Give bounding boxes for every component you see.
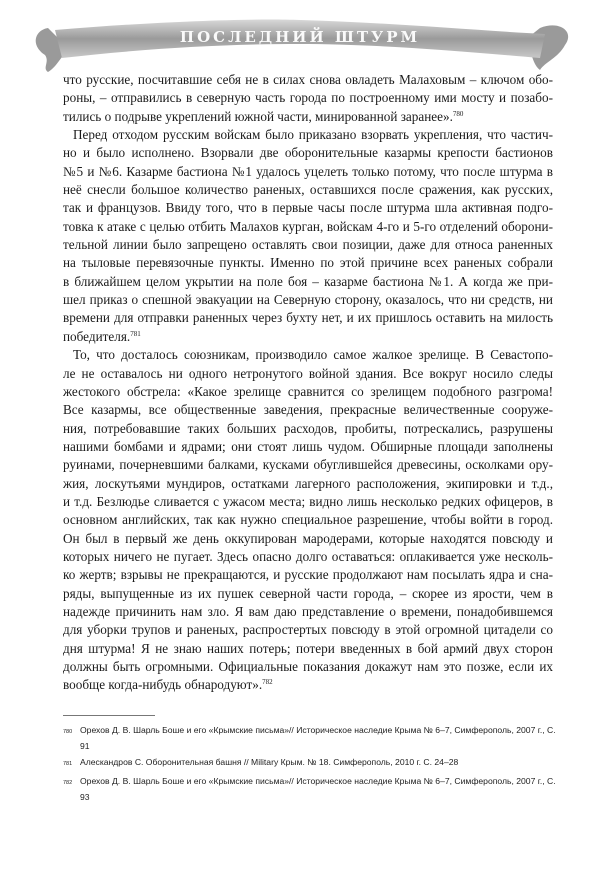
text-line-content: вообще когда-нибудь обнародуют». xyxy=(63,677,263,693)
text-line: дня штурма! Я не знаю наших потерь; потери введенных в бой армий двух сторон xyxy=(63,640,553,656)
footnote-divider xyxy=(63,715,155,716)
text-line: так и французов. Ввиду того, что в первые часы после штурма шла активная подго- xyxy=(63,200,553,216)
text-line xyxy=(63,676,553,694)
text-line: неё снесли большое количество раненых, оставшихся после сражения, как русских, xyxy=(63,182,553,198)
text-line: ния, потребовавшие таких больших расходов, пробиты, потрескались, разрушены xyxy=(63,420,553,436)
footnotes xyxy=(63,722,563,805)
footnote-text: Орехов Д. В. Шарль Боше и его «Крымские письма»// Историческое наследие Крыма № 6–7, Симферополь, 2007 г., С. 93 xyxy=(80,775,556,802)
text-line: для уборки трупов и раненых, распростертых повсюду в этой огромной цитадели со xyxy=(63,622,553,638)
text-line: шел приказ о спешной эвакуации на Северную сторону, оказалось, что ни средств, ни xyxy=(63,292,553,308)
chapter-title: ПОСЛЕДНИЙ ШТУРМ xyxy=(179,28,421,46)
text-line: в ближайшем целом укрытии на поле боя – казарме бастиона №1. А когда же при- xyxy=(63,273,553,289)
footnote xyxy=(63,773,563,806)
text-line xyxy=(63,328,553,346)
text-line: и т.д. Безлюдье сливается с ужасом места; видно лишь несколько редких офицеров, в xyxy=(63,493,553,509)
text-line: №5 и №6. Казарме бастиона №1 удалось уцелеть только потому, что после штурма в xyxy=(63,163,553,179)
text-line: руинами, почерневшими балками, кусками обуглившейся древесины, осколками ору- xyxy=(63,457,553,473)
chapter-header-ribbon xyxy=(0,0,600,80)
paragraph xyxy=(63,346,553,695)
text-line: на тыловые перевязочные пункты. Именно по этой причине всех раненых собрали xyxy=(63,255,553,271)
text-line: То, что досталось союзникам, производило самое жалкое зрелище. В Севастопо- xyxy=(73,347,553,363)
footnote-number: 781 xyxy=(63,761,73,768)
text-line: Все казармы, все общественные заведения, прекрасные величественные сооруже- xyxy=(63,402,553,418)
text-line: надежде причинить нам зло. Я вам даю представление о времени, понадобившемся xyxy=(63,603,553,619)
paragraph xyxy=(63,126,553,346)
text-line: ле не оставалось ни одного нетронутого войной здания. Все вокруг носило следы xyxy=(63,365,553,381)
text-line: товка к атаке с целью отбить Малахов курган, войскам 4-го и 5-го отделений оборони- xyxy=(63,218,553,234)
text-line: что русские, посчитавшие себя не в силах снова овладеть Малаховым – ключом обо- xyxy=(63,72,553,87)
text-line: времени для отправки раненных через бухту нет, и их пришлось оставить на милость xyxy=(63,310,553,326)
text-line: которых ничего не пугает. Здесь опасно долго оставаться: оплакивается уже несколь- xyxy=(63,548,553,564)
paragraph xyxy=(63,71,553,126)
text-line-content: тились о подрыве укреплений южной части, минированной заранее». xyxy=(63,108,453,124)
footnote-number: 782 xyxy=(63,779,73,786)
text-line: нашими бомбами и ядрами; они стоят лишь чудом. Обширные площади заполнены xyxy=(63,438,553,454)
text-line: ко жертв; взрывы не прекращаются, и русские продолжают нам посылать ядра и сна- xyxy=(63,567,553,583)
text-line: должны быть огромными. Официальные показания докажут нам это позже, если их xyxy=(63,659,553,674)
footnote-ref[interactable]: 781 xyxy=(130,329,141,338)
page-content xyxy=(63,71,556,805)
body-text xyxy=(63,71,553,695)
text-line: Он был в первый же день оккупирован мародерами, которые находятся повсюду и xyxy=(63,530,553,546)
text-line: но и было исполнено. Взорвали две оборонительные казармы крепости бастионов xyxy=(63,145,553,161)
footnote-ref[interactable]: 780 xyxy=(452,109,464,118)
text-line-content: победителя. xyxy=(63,328,131,344)
footnote xyxy=(63,754,563,772)
footnote-text: Алескандров С. Оборонительная башня // Military Крым. № 18. Симферополь, 2010 г. С. 24–28 xyxy=(80,757,459,768)
footnote-number: 780 xyxy=(63,728,73,735)
text-line: жия, лоскутьями мундиров, остатками лагерного расположения, экипировки и т.д., xyxy=(63,475,553,491)
text-line xyxy=(63,108,553,126)
text-line: ряды, выпущенные из их пушек северной части города, – скорее из ярости, чем в xyxy=(63,585,553,601)
text-line: роны, – отправились в северную часть города по построенному ими мосту и позабо- xyxy=(63,90,553,106)
footnote-text: Орехов Д. В. Шарль Боше и его «Крымские письма»// Историческое наследие Крыма № 6–7, Симферополь, 2007 г., С. 91 xyxy=(80,724,556,751)
footnote-ref[interactable]: 782 xyxy=(262,678,273,687)
text-line: тельной линии было запрещено оставлять свои позиции, даже для относа раненных xyxy=(63,237,553,253)
text-line: основном английских, так как нужно специальное разрешение, чтобы войти в город. xyxy=(63,512,553,528)
text-line: Перед отходом русским войскам было приказано взорвать укрепления, что частич- xyxy=(73,127,553,143)
footnote xyxy=(63,722,563,755)
text-line: жестокого обстрела: «Какое зрелище сравнится со зрелищем подобного разгрома! xyxy=(63,383,553,399)
